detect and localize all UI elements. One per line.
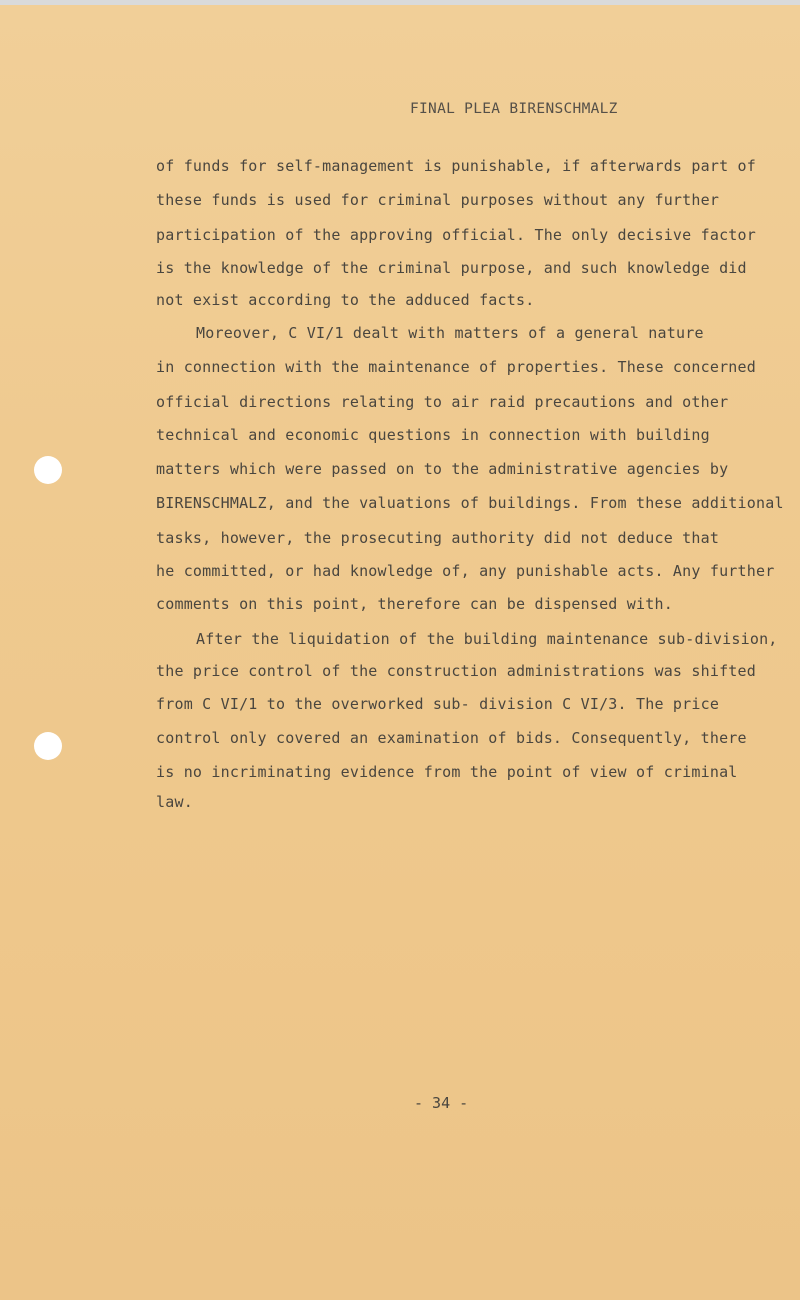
- text-line: participation of the approving official. The only decisive factor: [156, 226, 756, 244]
- text-line: matters which were passed on to the administrative agencies by: [156, 460, 729, 478]
- text-line: the price control of the construction administrations was shifted: [156, 662, 756, 680]
- text-line: BIRENSCHMALZ, and the valuations of buildings. From these additional: [156, 494, 784, 512]
- punch-hole: [34, 732, 62, 760]
- text-line: these funds is used for criminal purposes without any further: [156, 191, 720, 209]
- document-page: [0, 5, 800, 1300]
- text-line: is no incriminating evidence from the point of view of criminal: [156, 763, 738, 781]
- text-line: Moreover, C VI/1 dealt with matters of a general nature: [196, 324, 704, 342]
- page-number: - 34 -: [414, 1094, 469, 1112]
- text-line: control only covered an examination of bids. Consequently, there: [156, 729, 747, 747]
- text-line: from C VI/1 to the overworked sub- division C VI/3. The price: [156, 695, 720, 713]
- text-line: in connection with the maintenance of properties. These concerned: [156, 358, 756, 376]
- text-line: tasks, however, the prosecuting authority did not deduce that: [156, 529, 720, 547]
- text-line: he committed, or had knowledge of, any punishable acts. Any further: [156, 562, 775, 580]
- text-line: technical and economic questions in connection with building: [156, 426, 710, 444]
- punch-hole: [34, 456, 62, 484]
- text-line: law.: [156, 793, 193, 811]
- text-line: official directions relating to air raid precautions and other: [156, 393, 729, 411]
- text-line: not exist according to the adduced facts.: [156, 291, 535, 309]
- text-line: of funds for self-management is punishable, if afterwards part of: [156, 157, 756, 175]
- text-line: comments on this point, therefore can be dispensed with.: [156, 595, 673, 613]
- document-header: FINAL PLEA BIRENSCHMALZ: [410, 101, 618, 117]
- text-line: is the knowledge of the criminal purpose, and such knowledge did: [156, 259, 747, 277]
- text-line: After the liquidation of the building maintenance sub-division,: [196, 630, 778, 648]
